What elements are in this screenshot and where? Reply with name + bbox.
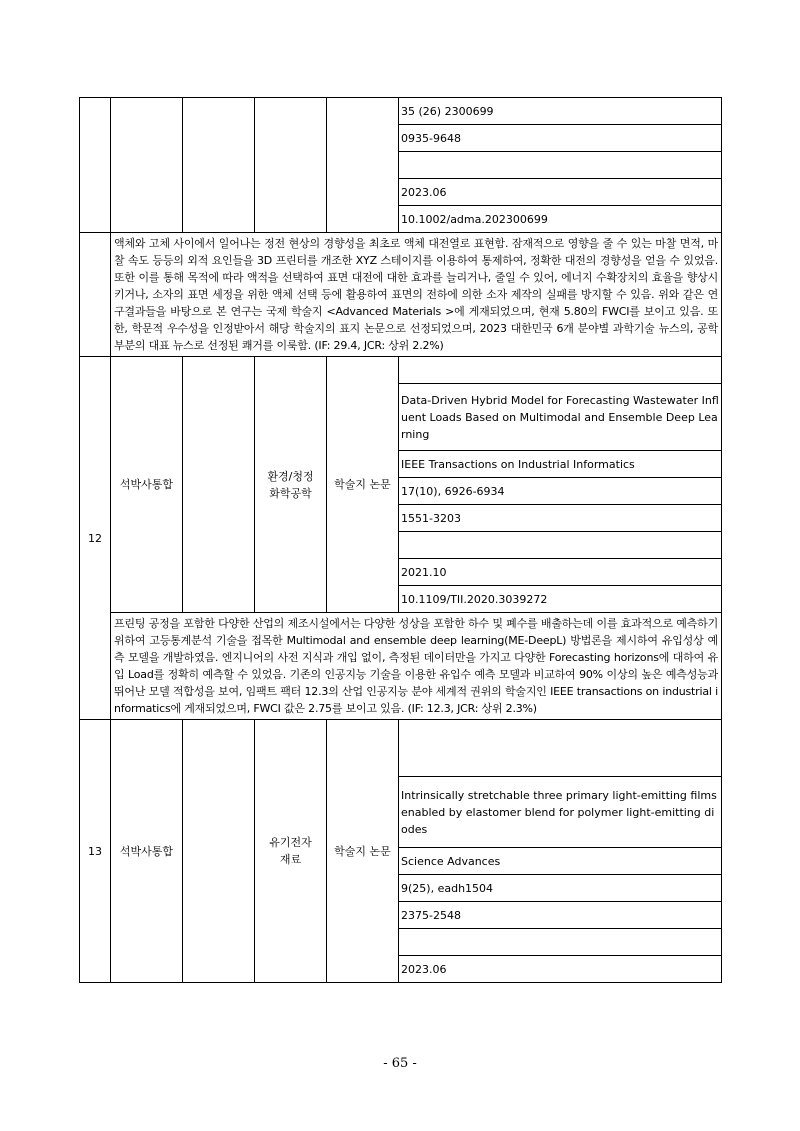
row-13-advisor <box>183 720 255 983</box>
row-13-blank-2 <box>399 929 722 956</box>
row-12-title: Data-Driven Hybrid Model for Forecasting Wastewater Influent Loads Based on Multimodal and Ensemble Deep Learning <box>399 384 722 451</box>
row-11-info-1 <box>80 98 722 125</box>
row-11-program <box>111 98 183 233</box>
row-12-field <box>255 357 327 613</box>
row-12-journal: IEEE Transactions on Industrial Informatics <box>399 451 722 478</box>
row-12-blank-1 <box>399 357 722 384</box>
row-13-title: Intrinsically stretchable three primary light-emitting films enabled by elastomer blend for polymer light-emitting diodes <box>399 777 722 848</box>
row-11-description: 액체와 고체 사이에서 일어나는 정전 현상의 경향성을 최초로 액체 대전열로 표현함. 잠재적으로 영향을 줄 수 있는 마찰 면적, 마찰 속도 등등의 외적 요인들을 3D 프린터를 개조한 XYZ 스테이지를 이용하여 통제하여, 정확한 대전의 경향성을 얻을 수 있었음. 또한 이를 통해 목적에 따라 액적을 선택하여 표면 대전에 대한 효과를 늘리거나, 줄일 수 있어, 에너지 수확장치의 효율을 향상시키거나, 소자의 표면 세정을 위한 액체 선택 등에 활용하여 표면의 전하에 의한 소자 제작의 실패를 방지할 수 있음. 위와 같은 연구결과들을 바탕으로 본 연구는 국제 학술지 <Advanced Materials >에 게재되었으며, 현재 5.80의 FWCI를 보이고 있음. 또한, 학문적 우수성을 인정받아서 해당 학술지의 표지 논문으로 선정되었으며, 2023 대한민국 6개 분야별 과학기술 뉴스의, 공학 부분의 대표 뉴스로 선정된 쾌거를 이룩함. (IF: 29.4, JCR: 상위 2.2%) <box>111 233 722 357</box>
row-13-program: 석박사통합 <box>111 720 183 983</box>
row-12-type: 학술지 논문 <box>327 357 399 613</box>
row-12-date: 2021.10 <box>399 559 722 586</box>
row-12-description: 프린팅 공정을 포함한 다양한 산업의 제조시설에서는 다양한 성상을 포함한 하수 및 폐수를 배출하는데 이를 효과적으로 예측하기 위하여 고등통계분석 기술을 접목한 Multimodal and ensemble deep learning(ME-DeepL) 방법론을 제시하여 유입성상 예측 모델을 개발하였음. 엔지니어의 사전 지식과 개입 없이, 측정된 데이터만을 가지고 다양한 Forecasting horizons에 대하여 유입 Load를 정확히 예측할 수 있었음. 기존의 인공지능 기술을 이용한 유입수 예측 모델과 비교하여 90% 이상의 높은 예측성능과 뛰어난 모델 적합성을 보여, 임팩트 팩터 12.3의 산업 인공지능 분야 세계적 권위의 학술지인 IEEE transactions on industrial informatics에 게재되었으며, FWCI 값은 2.75를 보이고 있음. (IF: 12.3, JCR: 상위 2.3%) <box>111 613 722 720</box>
achievements-table <box>79 97 722 983</box>
row-13-field-line1: 유기전자 <box>269 836 312 849</box>
row-12-advisor <box>183 357 255 613</box>
row-11-number <box>80 98 111 233</box>
row-13-issn: 2375-2548 <box>399 902 722 929</box>
row-12-number: 12 <box>80 357 111 720</box>
row-12-volume: 17(10), 6926-6934 <box>399 478 722 505</box>
row-13-number: 13 <box>80 720 111 983</box>
row-11-type <box>327 98 399 233</box>
row-11-doi: 10.1002/adma.202300699 <box>399 206 722 233</box>
row-13-date: 2023.06 <box>399 956 722 983</box>
row-11-date: 2023.06 <box>399 179 722 206</box>
row-11-description-spacer <box>80 233 111 357</box>
row-11-field <box>255 98 327 233</box>
row-11-volume: 35 (26) 2300699 <box>399 98 722 125</box>
row-13-field <box>255 720 327 983</box>
row-12-doi: 10.1109/TII.2020.3039272 <box>399 586 722 613</box>
row-13-volume: 9(25), eadh1504 <box>399 875 722 902</box>
row-12-field-line1: 환경/청정 <box>267 469 314 483</box>
row-13-type: 학술지 논문 <box>327 720 399 983</box>
row-12-program: 석박사통합 <box>111 357 183 613</box>
row-11-blank <box>399 152 722 179</box>
row-11-advisor <box>183 98 255 233</box>
row-11-issn: 0935-9648 <box>399 125 722 152</box>
row-13-journal: Science Advances <box>399 848 722 875</box>
row-13-blank-1 <box>399 720 722 777</box>
row-12-field-line2: 화학공학 <box>269 486 312 500</box>
row-13-field-line2: 재료 <box>279 853 302 866</box>
page-number: - 65 - <box>383 1056 417 1071</box>
row-11-description-row <box>80 233 722 357</box>
row-12-blank-2 <box>399 532 722 559</box>
row-12-issn: 1551-3203 <box>399 505 722 532</box>
